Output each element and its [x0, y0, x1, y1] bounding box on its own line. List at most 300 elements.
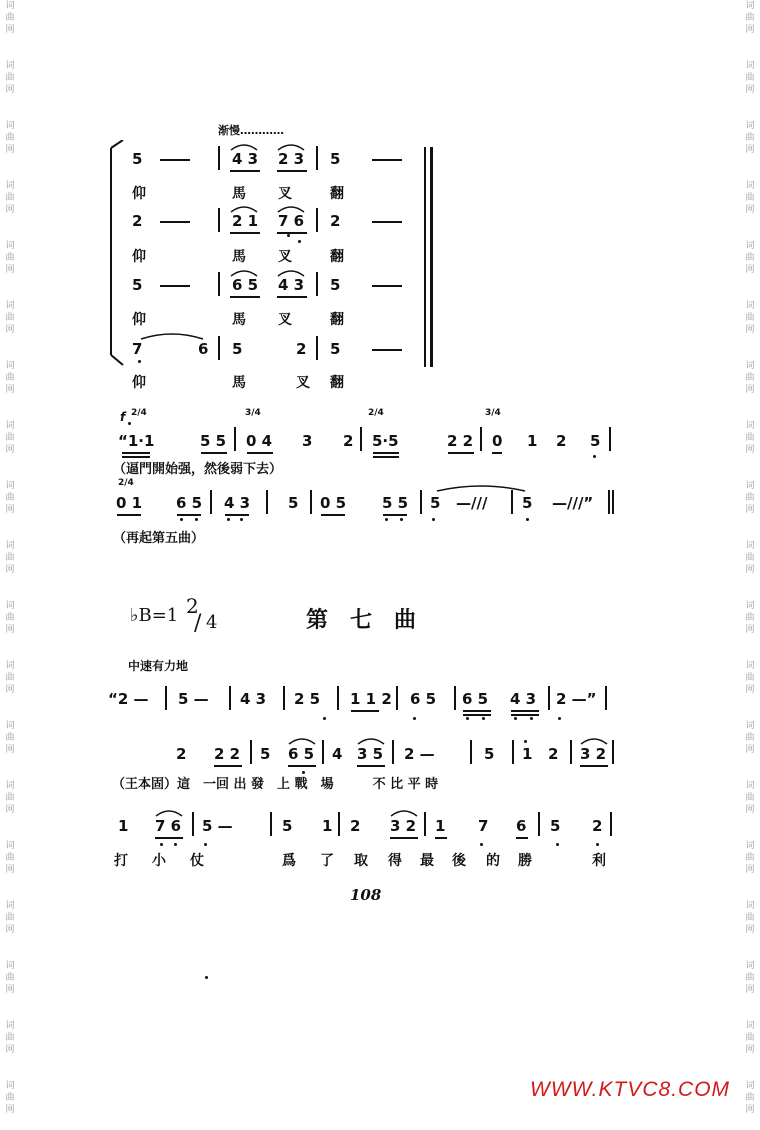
note-glyph: 2: [330, 212, 341, 230]
speck: [205, 976, 208, 979]
watermark-char: 词: [745, 301, 755, 311]
watermark-glyphs: [3, 60, 17, 96]
watermark-char: 词: [5, 541, 15, 551]
octave-dot: [400, 518, 403, 521]
watermark-char: 词: [745, 361, 755, 371]
underline: [117, 514, 141, 516]
watermark-glyphs: [3, 120, 17, 156]
dash-line: [372, 159, 402, 161]
performance-note-2: （再起第五曲）: [113, 531, 205, 546]
slur: [436, 484, 526, 492]
lyric-char: 最: [420, 853, 434, 869]
note-glyph: 5: [330, 276, 341, 294]
time-signature-numerator: 2: [186, 594, 199, 618]
watermark-glyphs: [3, 720, 17, 756]
time-signature-small: 2/4: [131, 408, 147, 418]
watermark-char: 曲: [745, 913, 755, 923]
watermark-char: 曲: [5, 853, 15, 863]
watermark-char: 曲: [5, 133, 15, 143]
watermark-char: 曲: [745, 253, 755, 263]
note-glyph: 2 5: [294, 690, 321, 708]
note-glyph: 5 —: [202, 817, 233, 835]
underline: [390, 837, 418, 839]
note-glyph: —///”: [552, 494, 594, 512]
note-glyph: 6 5: [232, 276, 259, 294]
watermark-char: 词: [745, 781, 755, 791]
lyric-char: 翻: [330, 249, 344, 265]
tempo-marking-moderate: 中速有力地: [128, 659, 189, 673]
lyric-char: 爲: [282, 853, 296, 869]
note-glyph: 3 2: [580, 745, 607, 763]
note-glyph: 7: [478, 817, 489, 835]
note-glyph: 5: [522, 494, 533, 512]
watermark-char: 曲: [745, 1093, 755, 1103]
watermark-char: 网: [5, 1045, 15, 1055]
watermark-char: 曲: [745, 973, 755, 983]
barline: [316, 146, 318, 170]
octave-dot: [128, 422, 131, 425]
watermark-char: 曲: [5, 1093, 15, 1103]
barline: [609, 427, 611, 451]
watermark-glyphs: [743, 0, 757, 36]
note-glyph: 1: [118, 817, 129, 835]
note-glyph: 6 5: [410, 690, 437, 708]
watermark-glyphs: [3, 300, 17, 336]
barline: [512, 740, 514, 764]
watermark-char: 网: [745, 265, 755, 275]
barline: [316, 336, 318, 360]
watermark-char: 网: [5, 685, 15, 695]
lyrics-line-2: （王本固）這 一回 出 發 上 戰 場 不 比 平 時: [112, 777, 439, 792]
watermark-char: 网: [745, 505, 755, 515]
barline: [511, 490, 513, 514]
slur: [230, 205, 258, 213]
watermark-char: 词: [745, 961, 755, 971]
octave-dot: [180, 518, 183, 521]
watermark-char: 网: [5, 505, 15, 515]
lyric-char: 小: [152, 853, 166, 869]
watermark-char: 曲: [5, 193, 15, 203]
octave-dot: [514, 717, 517, 720]
octave-dot: [195, 518, 198, 521]
note-glyph: 2 2: [447, 432, 474, 450]
barline: [266, 490, 268, 514]
octave-dot: [480, 843, 483, 846]
slur: [140, 332, 204, 340]
lyric-char: 仗: [190, 853, 204, 869]
watermark-char: 网: [5, 85, 15, 95]
barline: [270, 812, 272, 836]
barline: [538, 812, 540, 836]
watermark-char: 词: [5, 721, 15, 731]
dash-line: [372, 349, 402, 351]
octave-dot: [596, 843, 599, 846]
time-signature-small: 3/4: [245, 408, 261, 418]
octave-dot: [385, 518, 388, 521]
watermark-glyphs: [743, 600, 757, 636]
note-glyph: 5: [288, 494, 299, 512]
note-glyph: 5: [232, 340, 243, 358]
barline: [234, 427, 236, 451]
note-glyph: 2: [350, 817, 361, 835]
lyric-char: 勝: [518, 853, 532, 869]
underline: [463, 710, 491, 712]
underline: [516, 837, 528, 839]
underline: [492, 452, 502, 454]
watermark-char: 曲: [745, 313, 755, 323]
note-glyph: 0 1: [116, 494, 143, 512]
slur: [390, 809, 418, 817]
watermark-glyphs: [3, 180, 17, 216]
dash-line: [160, 221, 190, 223]
note-glyph: 1 1 2: [350, 690, 392, 708]
note-glyph: 5: [330, 340, 341, 358]
dash-line: [372, 285, 402, 287]
watermark-char: 词: [5, 841, 15, 851]
watermark-char: 网: [745, 205, 755, 215]
watermark-char: 曲: [745, 793, 755, 803]
watermark-char: 曲: [745, 673, 755, 683]
note-glyph: 2 1: [232, 212, 259, 230]
lyric-char: 得: [388, 853, 402, 869]
octave-dot: [323, 717, 326, 720]
watermark-char: 词: [5, 961, 15, 971]
watermark-char: 曲: [5, 313, 15, 323]
watermark-char: 网: [5, 145, 15, 155]
slur: [580, 737, 608, 745]
watermark-glyphs: [743, 180, 757, 216]
note-glyph: 5: [330, 150, 341, 168]
barline: [392, 740, 394, 764]
watermark-char: 词: [745, 841, 755, 851]
note-glyph: 2 2: [214, 745, 241, 763]
watermark-char: 曲: [745, 853, 755, 863]
octave-dot: [482, 717, 485, 720]
barline: [192, 812, 194, 836]
watermark-char: 曲: [745, 373, 755, 383]
note-glyph: 3 5: [357, 745, 384, 763]
watermark-char: 曲: [5, 13, 15, 23]
website-watermark: WWW.KTVC8.COM: [530, 1078, 731, 1101]
note-glyph: 7: [132, 340, 143, 358]
lyric-char: 打: [114, 853, 128, 869]
watermark-char: 曲: [745, 433, 755, 443]
watermark-char: 词: [5, 601, 15, 611]
watermark-char: 网: [745, 385, 755, 395]
slur: [155, 809, 183, 817]
watermark-glyphs: [3, 360, 17, 396]
watermark-char: 曲: [5, 793, 15, 803]
lyric-char: 馬: [232, 186, 246, 202]
note-glyph: 2: [548, 745, 559, 763]
watermark-char: 词: [5, 241, 15, 251]
note-glyph: 4 3: [510, 690, 537, 708]
barline: [454, 686, 456, 710]
watermark-glyphs: [743, 60, 757, 96]
underline: [463, 714, 491, 716]
lyric-char: 馬: [232, 375, 246, 391]
watermark-char: 网: [745, 625, 755, 635]
underline: [448, 452, 474, 454]
note-glyph: 6 5: [176, 494, 203, 512]
watermark-glyphs: [743, 960, 757, 996]
time-signature-denominator: 4: [206, 612, 218, 633]
watermark-glyphs: [3, 0, 17, 36]
note-glyph: 4: [332, 745, 343, 763]
underline: [247, 452, 273, 454]
watermark-char: 词: [5, 781, 15, 791]
octave-dot: [593, 455, 596, 458]
octave-dot: [240, 518, 243, 521]
lyric-char: 仰: [132, 186, 146, 202]
note-glyph: 5: [550, 817, 561, 835]
watermark-char: 词: [745, 1, 755, 11]
watermark-char: 网: [745, 565, 755, 575]
time-signature-small: 3/4: [485, 408, 501, 418]
watermark-char: 网: [5, 625, 15, 635]
time-signature-slash: /: [194, 611, 202, 636]
lyric-char: 叉: [278, 312, 292, 328]
barline: [250, 740, 252, 764]
watermark-glyphs: [743, 720, 757, 756]
barline: [310, 490, 312, 514]
slur: [230, 269, 258, 277]
system-brace: [105, 140, 135, 370]
watermark-char: 曲: [745, 493, 755, 503]
barline: [337, 686, 339, 710]
lyric-char: 利: [592, 853, 606, 869]
note-glyph: 2: [132, 212, 143, 230]
barline: [218, 208, 220, 232]
barline: [360, 427, 362, 451]
note-glyph: 2 —”: [556, 690, 597, 708]
performance-note-1: （逼門開始强，然後弱下去）: [113, 462, 283, 477]
watermark-char: 词: [745, 481, 755, 491]
lyric-char: 翻: [330, 375, 344, 391]
barline: [210, 490, 212, 514]
watermark-char: 词: [745, 541, 755, 551]
watermark-glyphs: [3, 420, 17, 456]
watermark-char: 曲: [5, 613, 15, 623]
barline: [283, 686, 285, 710]
watermark-char: 词: [5, 1021, 15, 1031]
octave-dot: [526, 518, 529, 521]
underline: [277, 170, 307, 172]
watermark-char: 网: [745, 745, 755, 755]
watermark-char: 词: [5, 181, 15, 191]
watermark-char: 曲: [745, 193, 755, 203]
watermark-char: 网: [745, 325, 755, 335]
watermark-char: 词: [745, 661, 755, 671]
watermark-char: 曲: [5, 733, 15, 743]
barline: [316, 272, 318, 296]
barline: [424, 812, 426, 836]
note-glyph: 7 6: [155, 817, 182, 835]
watermark-char: 词: [745, 181, 755, 191]
watermark-glyphs: [743, 480, 757, 516]
watermark-char: 网: [745, 865, 755, 875]
watermark-char: 网: [5, 385, 15, 395]
watermark-char: 曲: [5, 493, 15, 503]
watermark-char: 网: [745, 145, 755, 155]
lyric-char: 後: [452, 853, 466, 869]
underline: [230, 170, 260, 172]
watermark-char: 网: [745, 685, 755, 695]
watermark-glyphs: [3, 900, 17, 936]
note-glyph: 2 —: [404, 745, 435, 763]
watermark-char: 曲: [5, 913, 15, 923]
watermark-char: 曲: [5, 1033, 15, 1043]
note-glyph: 6 5: [462, 690, 489, 708]
dynamic-forte: f: [120, 410, 126, 424]
slur: [288, 737, 316, 745]
watermark-glyphs: [743, 1020, 757, 1056]
watermark-glyphs: [743, 540, 757, 576]
barline: [605, 686, 607, 710]
tempo-marking-slowing: 渐慢…………: [218, 124, 284, 137]
lyric-char: 馬: [232, 249, 246, 265]
watermark-char: 网: [5, 865, 15, 875]
underline: [288, 765, 316, 767]
underline: [155, 837, 183, 839]
note-glyph: 2: [176, 745, 187, 763]
watermark-char: 曲: [745, 1033, 755, 1043]
underline: [357, 765, 385, 767]
watermark-char: 网: [5, 1105, 15, 1115]
watermark-char: 网: [5, 565, 15, 575]
octave-dot: [174, 843, 177, 846]
watermark-char: 网: [745, 925, 755, 935]
underline: [230, 232, 260, 234]
note-glyph: 0 5: [320, 494, 347, 512]
underline: [225, 514, 249, 516]
lyric-char: 仰: [132, 312, 146, 328]
barline: [218, 146, 220, 170]
note-glyph: 4 3: [224, 494, 251, 512]
note-glyph: —///: [456, 494, 488, 512]
underline: [277, 296, 307, 298]
watermark-char: 网: [745, 985, 755, 995]
watermark-char: 网: [5, 265, 15, 275]
watermark-glyphs: [3, 660, 17, 696]
watermark-char: 词: [745, 1081, 755, 1091]
barline: [480, 427, 482, 451]
watermark-char: 词: [5, 121, 15, 131]
watermark-char: 词: [5, 61, 15, 71]
underline: [511, 714, 539, 716]
watermark-glyphs: [3, 840, 17, 876]
underline: [373, 452, 399, 454]
lyric-char: 叉: [296, 375, 310, 391]
octave-dot: [466, 717, 469, 720]
octave-dot: [160, 843, 163, 846]
watermark-glyphs: [743, 780, 757, 816]
time-signature-small: 2/4: [368, 408, 384, 418]
key-signature: ♭B=1: [130, 605, 179, 626]
watermark-char: 词: [5, 301, 15, 311]
octave-dot: [413, 717, 416, 720]
underline: [277, 232, 307, 234]
slur: [230, 143, 258, 151]
barline: [420, 490, 422, 514]
watermark-glyphs: [743, 240, 757, 276]
watermark-char: 曲: [745, 733, 755, 743]
dash-line: [372, 221, 402, 223]
note-glyph: 2 3: [278, 150, 305, 168]
watermark-char: 词: [745, 1021, 755, 1031]
note-glyph: 4 3: [232, 150, 259, 168]
watermark-char: 网: [5, 925, 15, 935]
watermark-char: 词: [745, 241, 755, 251]
note-glyph: 5: [282, 817, 293, 835]
system-end-bar: [424, 147, 426, 367]
slur: [277, 269, 305, 277]
lyric-char: 仰: [132, 375, 146, 391]
barline: [470, 740, 472, 764]
watermark-char: 词: [745, 601, 755, 611]
watermark-char: 词: [5, 1, 15, 11]
lyric-char: 仰: [132, 249, 146, 265]
note-glyph: 4 3: [278, 276, 305, 294]
note-glyph: 6: [516, 817, 527, 835]
watermark-glyphs: [3, 1020, 17, 1056]
note-glyph: 4 3: [240, 690, 267, 708]
watermark-char: 曲: [745, 73, 755, 83]
watermark-char: 曲: [745, 133, 755, 143]
note-glyph: 1: [527, 432, 538, 450]
watermark-char: 曲: [5, 433, 15, 443]
watermark-char: 词: [745, 721, 755, 731]
watermark-glyphs: [743, 900, 757, 936]
watermark-char: 网: [745, 1045, 755, 1055]
lyric-char: 翻: [330, 186, 344, 202]
underline: [321, 514, 345, 516]
system-end-bar-thick: [430, 147, 433, 367]
note-glyph: 2: [556, 432, 567, 450]
note-glyph: 1: [522, 745, 533, 763]
barline: [165, 686, 167, 710]
watermark-glyphs: [743, 1080, 757, 1116]
note-glyph: 2: [592, 817, 603, 835]
watermark-char: 曲: [745, 613, 755, 623]
note-glyph: 6: [198, 340, 209, 358]
watermark-glyphs: [3, 780, 17, 816]
note-glyph: 5 5: [200, 432, 227, 450]
underline: [383, 514, 407, 516]
watermark-glyphs: [743, 120, 757, 156]
barline: [612, 490, 614, 514]
watermark-char: 曲: [5, 373, 15, 383]
underline: [230, 296, 260, 298]
time-signature-small: 2/4: [118, 478, 134, 488]
page-number: 108: [350, 886, 382, 904]
slur: [277, 205, 305, 213]
watermark-char: 词: [745, 421, 755, 431]
dash-line: [160, 285, 190, 287]
underline: [177, 514, 201, 516]
watermark-glyphs: [3, 600, 17, 636]
watermark-char: 网: [5, 745, 15, 755]
barline: [610, 812, 612, 836]
note-glyph: “1·1: [118, 432, 155, 450]
note-glyph: 5: [590, 432, 601, 450]
watermark-char: 词: [5, 661, 15, 671]
barline: [396, 686, 398, 710]
barline: [218, 272, 220, 296]
note-glyph: 5: [260, 745, 271, 763]
octave-dot: [287, 234, 290, 237]
underline: [201, 452, 227, 454]
